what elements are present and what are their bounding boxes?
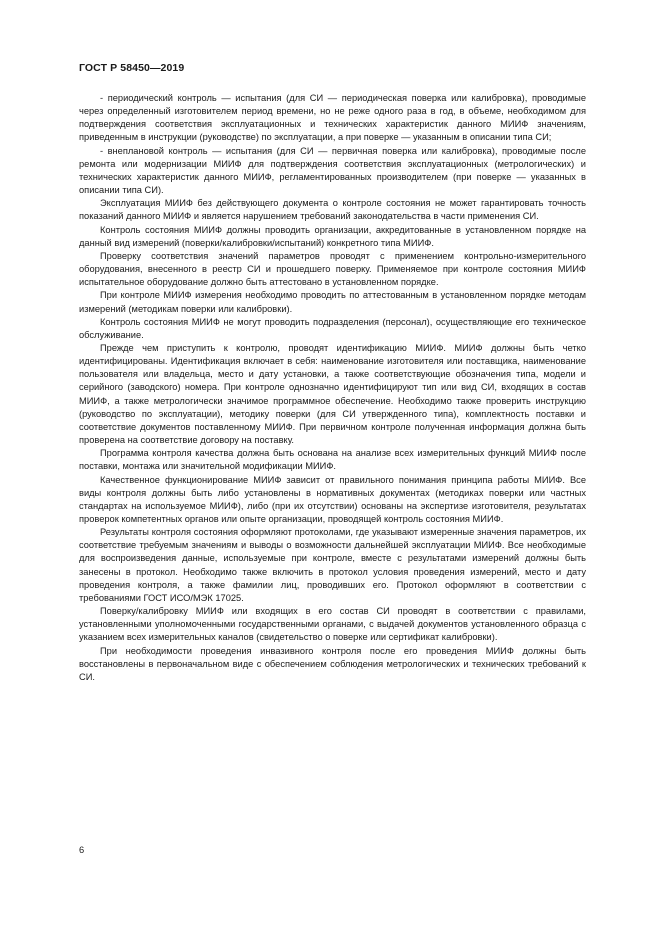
paragraph-personnel-restriction: Контроль состояния МИИФ не могут проводить подразделения (персонал), осуществляющие его техническое обслуживание. bbox=[79, 316, 586, 340]
paragraph-verification-calibration: Поверку/калибровку МИИФ или входящих в его состав СИ проводят в соответствии с правилами, установленными уполномоченными государственными органами, с выдачей документов установленного образца с указанием всех измерительных каналов (свидетельство о поверке или сертификат калибровки). bbox=[79, 606, 586, 643]
paragraph-measurement-methods: При контроле МИИФ измерения необходимо проводить по аттестованным в установленном порядке методам измерений (методикам поверки или калибровки). bbox=[79, 290, 586, 314]
paragraph-quality-program: Программа контроля качества должна быть основана на анализе всех измерительных функций МИИФ после поставки, монтажа или значительной модификации МИИФ. bbox=[79, 448, 586, 472]
paragraph-accredited-organizations: Контроль состояния МИИФ должны проводить организации, аккредитованные в установленном порядке на данный вид измерений (поверки/калибровки/испытаний) конкретного типа МИИФ. bbox=[79, 224, 586, 248]
paragraph-invasive-control: При необходимости проведения инвазивного контроля после его проведения МИИФ должны быть восстановлены в первоначальном виде с обеспечением соблюдения метрологических и технических требований к СИ. bbox=[79, 645, 586, 682]
paragraph-periodic-control: - периодический контроль — испытания (для СИ — периодическая поверка или калибровка), проводимые через определенный изготовителем период времени, но не реже одного раза в год, в объеме, необходимом для подтверждения соответствия эксплуатационных и технических характеристик данного МИИФ значениям, приведенным в инструкции (руководстве) по эксплуатации, а при поверке — указанным в описании типа СИ; bbox=[79, 93, 586, 143]
paragraph-identification: Прежде чем приступить к контролю, проводят идентификацию МИИФ. МИИФ должны быть четко идентифицированы. Идентификация включает в себя: наименование изготовителя или поставщика, наименование пользователя или владельца, место и дату установки, а также соответствующие обозначения типа, модели и серийного (заводского) номера. При контроле однозначно идентифицируют тип или вид СИ, входящих в состав МИИФ, а также метрологически значимое программное обеспечение. Необходимо также проверить инструкцию (руководство по эксплуатации), методику поверки (для СИ утвержденного типа), комплектность поставки и соответствие документов поставленному МИИФ. При первичном контроле полученная информация должна быть проверена на соответствие договору на поставку. bbox=[79, 342, 586, 446]
paragraph-quality-functioning: Качественное функционирование МИИФ зависит от правильного понимания принципа работы МИИФ. Все виды контроля должны быть либо установлены в нормативных документах (методиках поверки или частных стандартах на используемое МИИФ), либо (при их отсутствии) основаны на экспертизе изготовителя, результатах проверок компетентных органов или опыте организации, проводящей контроль состояния МИИФ. bbox=[79, 474, 586, 524]
page-header-standard-code: ГОСТ Р 58450—2019 bbox=[79, 62, 185, 74]
body-text bbox=[79, 92, 586, 684]
paragraph-parameter-verification: Проверку соответствия значений параметров проводят с применением контрольно-измерительного оборудования, внесенного в реестр СИ и прошедшего поверку. Применяемое при контроле состояния МИИФ испытательное оборудование должно быть аттестовано в установленном порядке. bbox=[79, 250, 586, 288]
paragraph-control-results: Результаты контроля состояния оформляют протоколами, где указывают измеренные значения параметров, их соответствие требуемым значениям и выводы о возможности дальнейшей эксплуатации МИИФ. Все необходимые для воспроизведения данные, используемые при контроле, вместе с результатами измерений должны быть занесены в протокол. Необходимо также включить в протокол условия проведения измерений, место и дату проведения контроля, а также фамилии лиц, проводивших его. Протокол оформляют в соответствии с требованиями ГОСТ ИСО/МЭК 17025. bbox=[79, 527, 586, 603]
page-number: 6 bbox=[79, 845, 85, 855]
paragraph-unscheduled-control: - внеплановой контроль — испытания (для СИ — первичная поверка или калибровка), проводимые после ремонта или модернизации МИИФ для подтверждения соответствия эксплуатационных (метрологических) и технических характеристик данного МИИФ, регламентированных производителем (при поверке — указанных в описании типа СИ). bbox=[79, 145, 586, 196]
paragraph-operation-without-document: Эксплуатация МИИФ без действующего документа о контроле состояния не может гарантировать точность показаний данного МИИФ и является нарушением требований законодательства в части применения СИ. bbox=[79, 198, 586, 222]
